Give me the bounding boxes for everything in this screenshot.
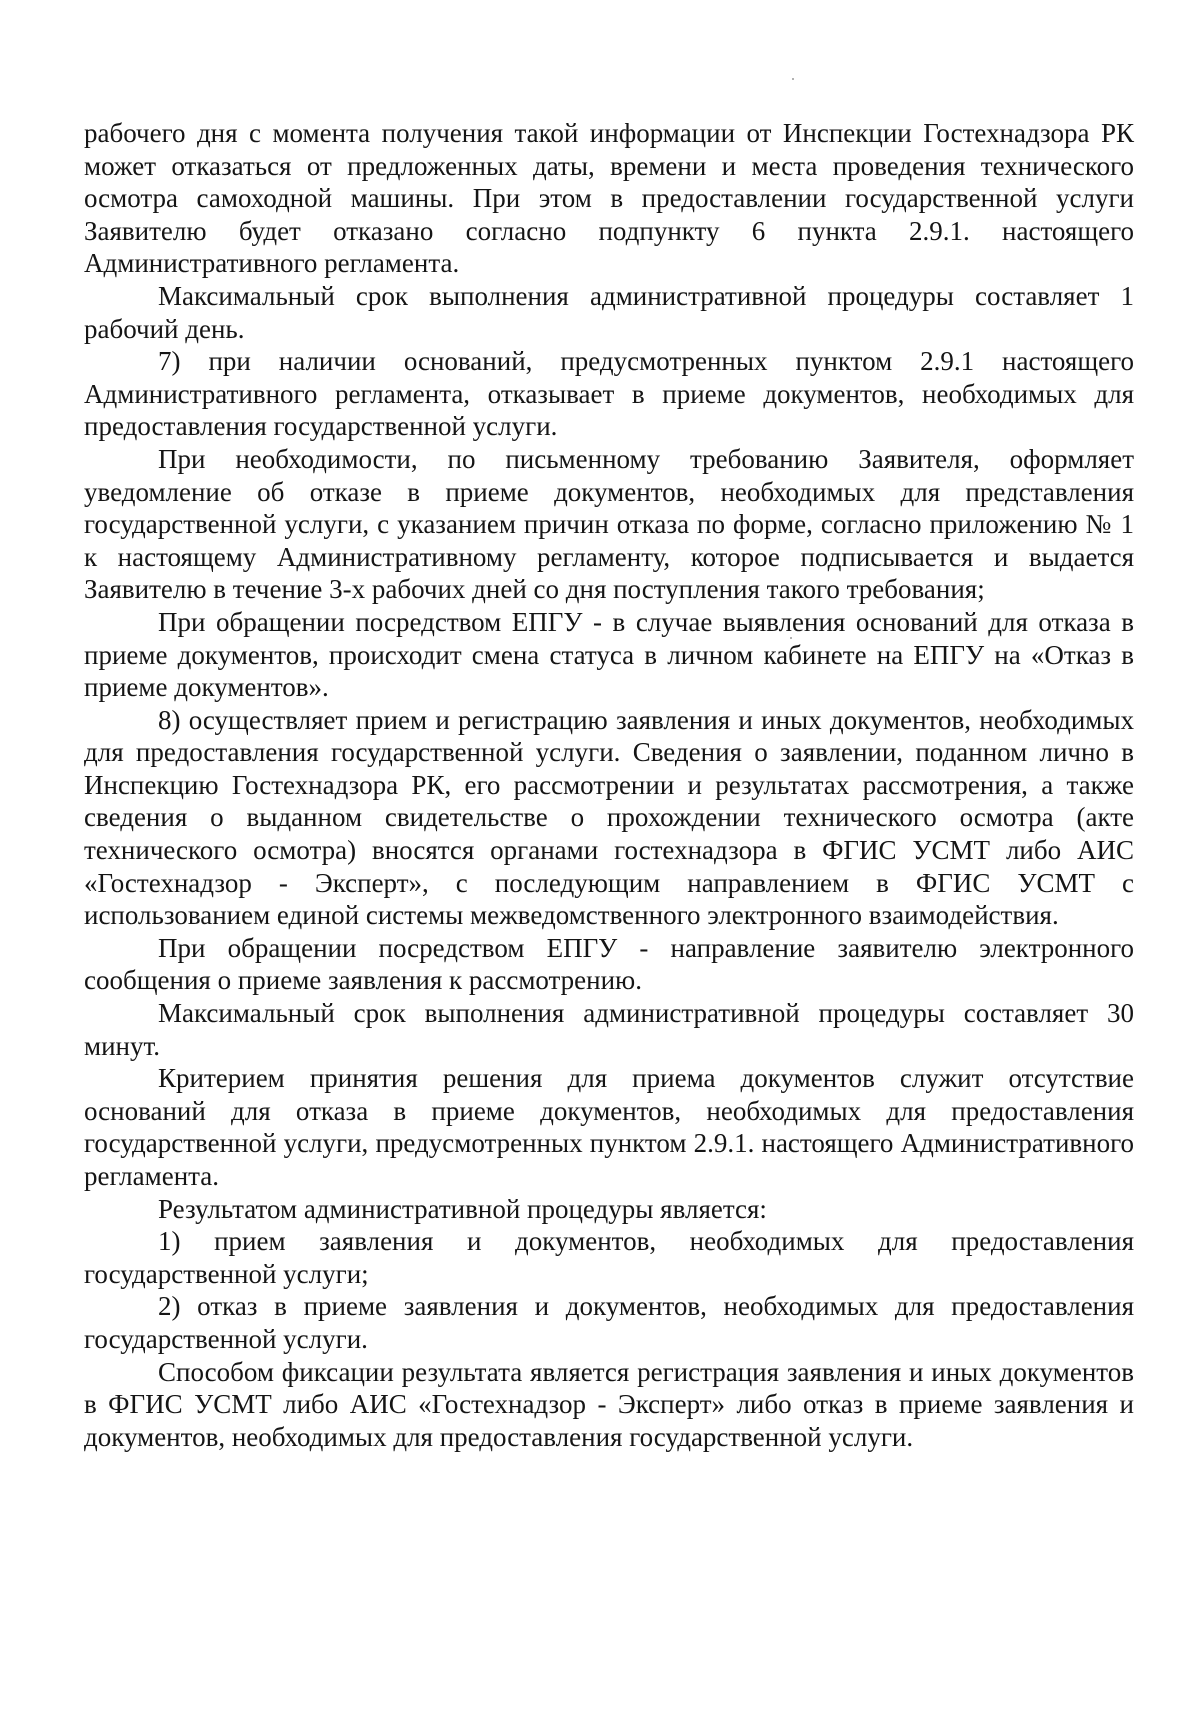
document-body [84, 117, 1134, 1453]
scan-speck [792, 78, 794, 80]
paragraph-epgu-refusal-status: При обращении посредством ЕПГУ - в случае выявления оснований для отказа в приеме документов, происходит смена статуса в личном кабинете на ЕПГУ на «Отказ в приеме документов». [84, 606, 1134, 703]
paragraph-refusal-notice: При необходимости, по письменному требованию Заявителя, оформляет уведомление об отказе в приеме документов, необходимых для представления государственной услуги, с указанием причин отказа по форме, согласно приложению № 1 к настоящему Административному регламенту, которое подписывается и выдается Заявителю в течение 3-х рабочих дней со дня поступления такого требования; [84, 443, 1134, 605]
paragraph-item-7: 7) при наличии оснований, предусмотренных пунктом 2.9.1 настоящего Административного регламента, отказывает в приеме документов, необходимых для предоставления государственной услуги. [84, 346, 1134, 442]
paragraph-decision-criterion: Критерием принятия решения для приема документов служит отсутствие оснований для отказа в приеме документов, необходимых для предоставления государственной услуги, предусмотренных пунктом 2.9.1. настоящего Административного регламента. [84, 1063, 1134, 1191]
paragraph-result-heading: Результатом административной процедуры является: [158, 1193, 767, 1224]
paragraph-item-8: 8) осуществляет прием и регистрацию заявления и иных документов, необходимых для предоставления государственной услуги. Сведения о заявлении, поданном лично в Инспекцию Гостехнадзора РК, его рассмотрении и результатах рассмотрения, а также сведения о выданном свидетельстве о прохождении технического осмотра (акте технического осмотра) вносятся органами гостехнадзора в ФГИС УСМТ либо АИС «Гостехнадзор - Эксперт», с последующим направлением в ФГИС УСМТ с использованием единой системы межведомственного электронного взаимодействия. [84, 704, 1134, 931]
paragraph-result-item-1: 1) прием заявления и документов, необходимых для предоставления государственной услуги; [84, 1226, 1134, 1289]
paragraph-max-duration-30-min: Максимальный срок выполнения административной процедуры составляет 30 минут. [84, 998, 1134, 1061]
paragraph-epgu-notification: При обращении посредством ЕПГУ - направление заявителю электронного сообщения о приеме заявления к рассмотрению. [84, 932, 1134, 996]
paragraph-continuation: рабочего дня с момента получения такой информации от Инспекции Гостехнадзора РК может отказаться от предложенных даты, времени и места проведения технического осмотра самоходной машины. При этом в предоставлении государственной услуги Заявителю будет отказано согласно подпункту 6 пункта 2.9.1. настоящего Административного регламента. [84, 118, 1134, 279]
paragraph-result-item-2: 2) отказ в приеме заявления и документов, необходимых для предоставления государственной услуги. [84, 1291, 1134, 1354]
paragraph-max-duration-1-day: Максимальный срок выполнения административной процедуры составляет 1 рабочий день. [84, 280, 1134, 344]
paragraph-fixation-method: Способом фиксации результата является регистрация заявления и иных документов в ФГИС УСМТ либо АИС «Гостехнадзор - Эксперт» либо отказ в приеме заявления и документов, необходимых для предоставления государственной услуги. [84, 1356, 1134, 1452]
